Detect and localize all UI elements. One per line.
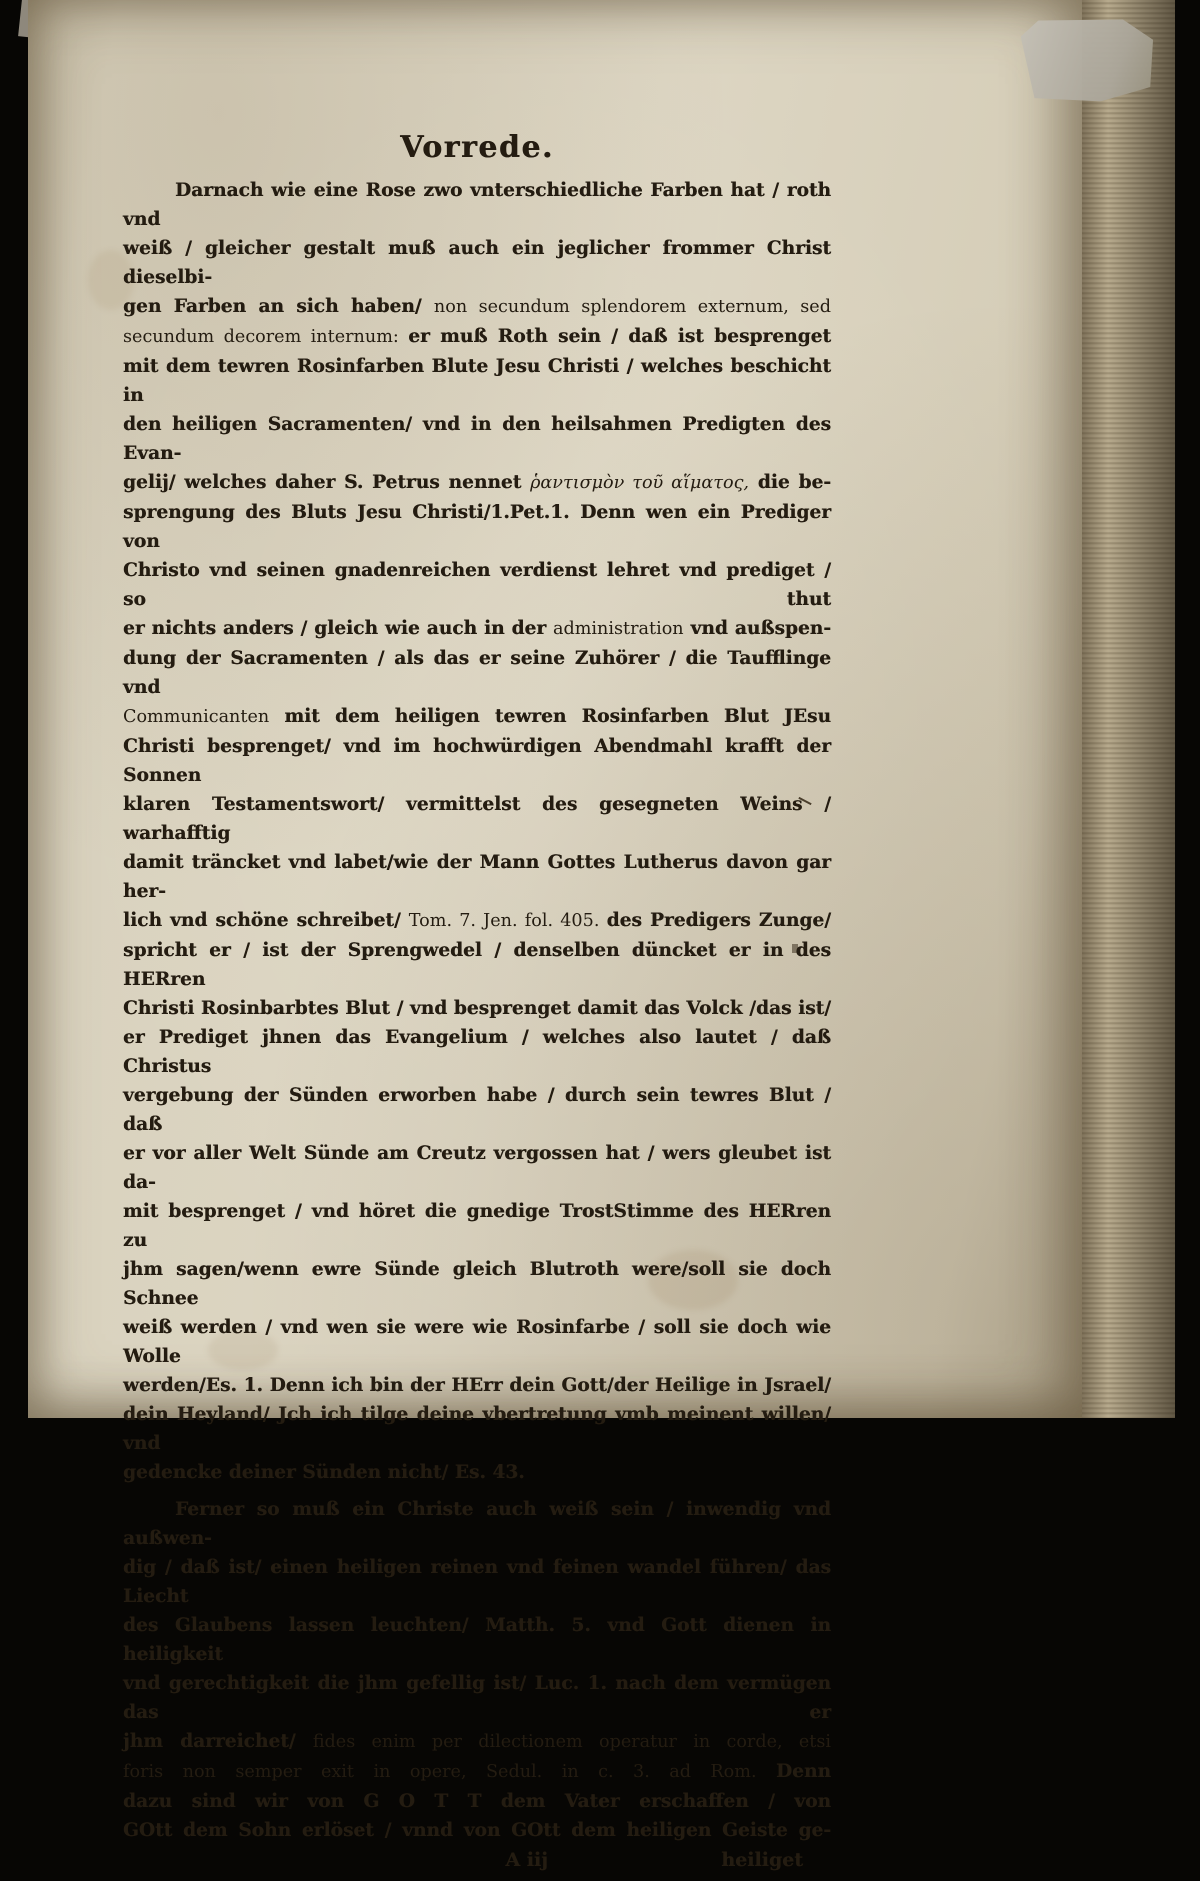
text-segment: Communicanten	[123, 707, 270, 727]
page-header: Vorrede.	[400, 130, 554, 165]
text-segment: er vor aller Welt Sünde am Creutz vergossen hat / wers gleubet ist da-	[123, 1143, 831, 1193]
text-segment: des Glaubens lassen leuchten/ Matth. 5. vnd Gott dienen in heiligkeit	[123, 1615, 831, 1665]
text-segment: non secundum splendorem externum, sed	[433, 297, 831, 317]
text-line	[123, 1023, 831, 1081]
text-segment: die be-	[749, 472, 831, 493]
text-segment: sprengung des Bluts Jesu Christi/1.Pet.1. Denn wen ein Prediger von	[123, 502, 831, 552]
text-segment: er Prediget jhnen das Evangelium / welches also lautet / daß Christus	[123, 1027, 831, 1077]
text-segment: dazu sind wir von G O T T dem Vater erschaffen / von	[123, 1791, 831, 1812]
text-line	[123, 790, 831, 848]
text-line	[123, 1816, 831, 1845]
text-segment: Tom. 7. Jen. fol. 405.	[408, 911, 607, 931]
catchword: heiliget	[721, 1849, 803, 1871]
text-line	[123, 1197, 831, 1255]
text-segment: vnd gerechtigkeit die jhm gefellig ist/ Luc. 1. nach dem vermügen das er	[123, 1673, 831, 1723]
text-segment: foris non semper exit in opere, Sedul. in c. 3. ad Rom.	[123, 1762, 776, 1782]
text-line	[123, 352, 831, 410]
text-line	[123, 1727, 831, 1757]
book-page	[28, 0, 1082, 1871]
text-segment: lich vnd schöne schreibet/	[123, 910, 409, 931]
text-line	[123, 498, 831, 556]
text-segment: ῥαντισμὸν τοῦ αἵματος,	[530, 473, 750, 493]
text-segment: den heiligen Sacramenten/ vnd in den heilsahmen Predigten des Evan-	[123, 414, 831, 464]
text-line	[123, 1669, 831, 1727]
text-segment: weiß werden / vnd wen sie were wie Rosinfarbe / soll sie doch wie Wolle	[123, 1317, 831, 1367]
text-line	[123, 1255, 831, 1313]
text-segment: damit träncket vnd labet/wie der Mann Gottes Lutherus davon gar her-	[123, 852, 831, 902]
text-line	[123, 1458, 831, 1487]
text-segment: mit dem tewren Rosinfarben Blute Jesu Christi / welches beschicht in	[123, 356, 831, 406]
text-line	[123, 1495, 831, 1553]
text-segment: des Predigers Zunge/	[606, 910, 832, 931]
text-segment: mit besprenget / vnd höret die gnedige TrostStimme des HERren zu	[123, 1201, 831, 1251]
text-segment: GOtt dem Sohn erlöset / vnnd von GOtt dem heiligen Geiste ge-	[123, 1820, 831, 1841]
text-line	[123, 234, 831, 292]
text-line	[123, 906, 831, 936]
text-segment: er muß Roth sein / daß ist besprenget	[408, 326, 831, 347]
text-segment: mit dem heiligen tewren Rosinfarben Blut JEsu	[269, 706, 831, 727]
book-fore-edge	[1082, 0, 1175, 1418]
text-segment: secundum decorem internum:	[123, 327, 409, 347]
text-line	[123, 1757, 831, 1787]
text-segment: er nichts anders / gleich wie auch in der	[123, 618, 553, 639]
text-line	[123, 1553, 831, 1611]
text-segment: spricht er / ist der Sprengwedel / denselben düncket er in des HERren	[123, 940, 831, 990]
text-segment: dein Heyland/ Jch ich tilge deine vbertretung vmb meinent willen/ vnd	[123, 1404, 831, 1454]
text-segment: Ferner so muß ein Christe auch weiß sein / inwendig vnd außwen-	[123, 1499, 831, 1549]
text-segment: administration	[553, 619, 684, 639]
text-line	[123, 1139, 831, 1197]
signature-mark: A iij	[505, 1849, 548, 1871]
text-line	[123, 556, 831, 614]
text-line	[123, 936, 831, 994]
text-segment: klaren Testamentswort/ vermittelst des gesegneten Weins / warhafftig	[123, 794, 831, 844]
text-line	[123, 1371, 831, 1400]
text-segment: dig / daß ist/ einen heiligen reinen vnd feinen wandel führen/ das Liecht	[123, 1557, 831, 1607]
text-segment: fides enim per dilectionem operatur in corde, etsi	[312, 1732, 831, 1752]
text-line	[123, 1611, 831, 1669]
text-line	[123, 176, 831, 234]
text-segment: vergebung der Sünden erworben habe / durch sein tewres Blut / daß	[123, 1085, 831, 1135]
text-segment: gelij/ welches daher S. Petrus nennet	[123, 472, 531, 493]
text-line	[123, 732, 831, 790]
text-segment: gen Farben an sich haben/	[123, 296, 434, 317]
text-segment: jhm darreichet/	[123, 1731, 313, 1752]
body-text	[123, 176, 831, 1845]
text-segment: Christi Rosinbarbtes Blut / vnd besprenget damit das Volck /das ist/	[123, 998, 831, 1019]
text-line	[123, 702, 831, 732]
text-segment: vnd außspen-	[683, 618, 831, 639]
text-line	[123, 994, 831, 1023]
text-line	[123, 410, 831, 468]
text-line	[123, 292, 831, 322]
text-segment: weiß / gleicher gestalt muß auch ein jeglicher frommer Christ dieselbi-	[123, 238, 831, 288]
text-segment: dung der Sacramenten / als das er seine Zuhörer / die Taufflinge vnd	[123, 648, 831, 698]
text-line	[123, 644, 831, 702]
text-line	[123, 322, 831, 352]
text-block	[123, 130, 831, 1881]
text-line	[123, 468, 831, 498]
text-segment: Darnach wie eine Rose zwo vnterschiedliche Farben hat / roth vnd	[123, 180, 831, 230]
text-segment: werden/Es. 1. Denn ich bin der HErr dein Gott/der Heilige in Jsrael/	[123, 1375, 831, 1396]
text-line	[123, 1081, 831, 1139]
text-line	[123, 848, 831, 906]
text-segment: Denn	[776, 1761, 831, 1782]
text-segment: Christi besprenget/ vnd im hochwürdigen Abendmahl krafft der Sonnen	[123, 736, 831, 786]
text-line	[123, 614, 831, 644]
text-segment: Christo vnd seinen gnadenreichen verdienst lehret vnd prediget / so thut	[123, 560, 831, 610]
text-line	[123, 1313, 831, 1371]
text-segment: jhm sagen/wenn ewre Sünde gleich Blutroth were/soll sie doch Schnee	[123, 1259, 831, 1309]
text-line	[123, 1400, 831, 1458]
text-line	[123, 1787, 831, 1816]
page-footer	[123, 1849, 831, 1881]
text-segment: gedencke deiner Sünden nicht/ Es. 43.	[123, 1462, 525, 1483]
